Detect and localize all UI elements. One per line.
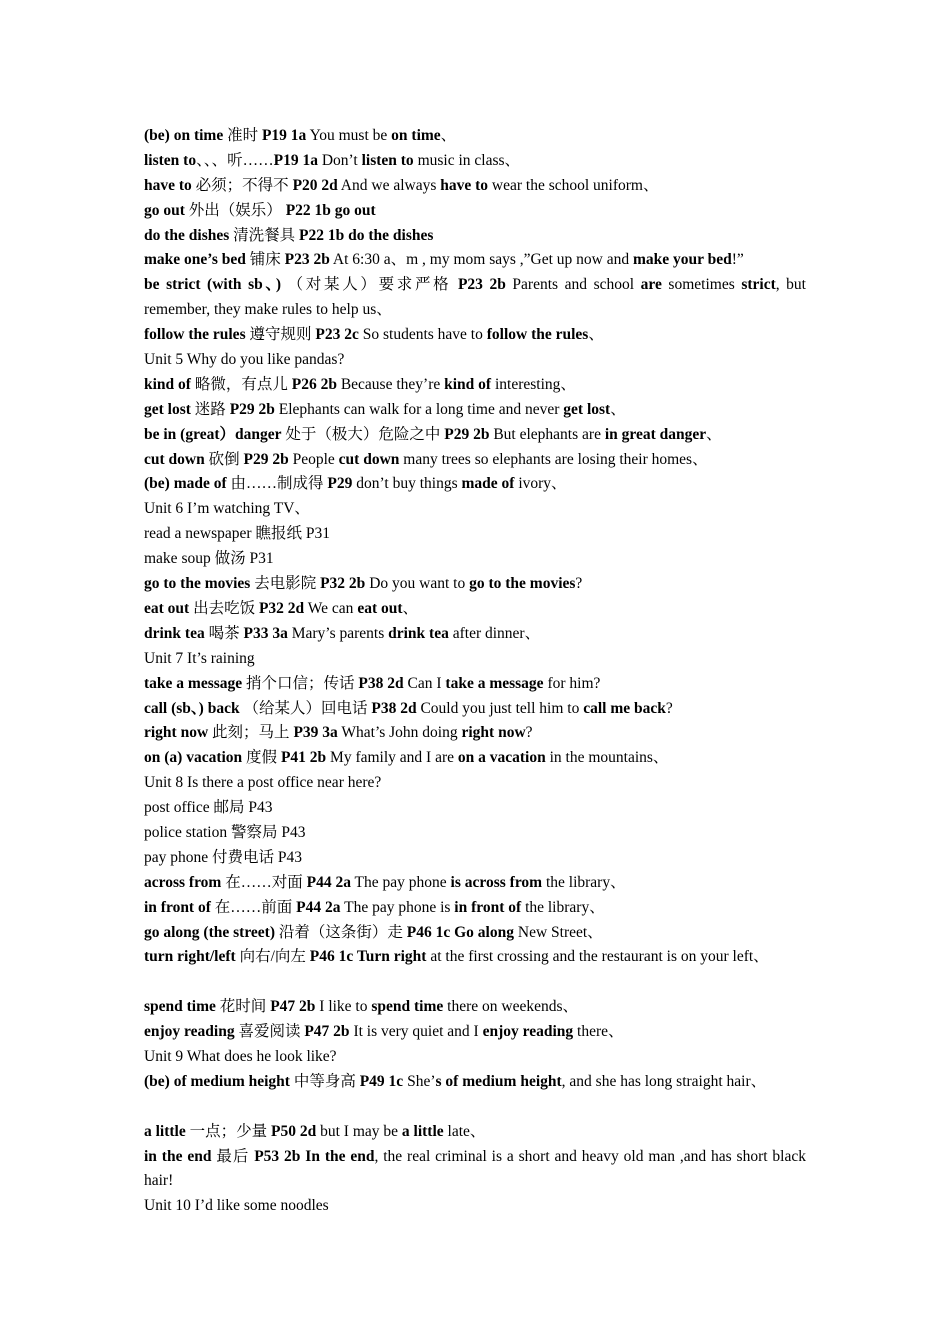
bold-text: spend time (144, 998, 216, 1016)
bold-text: P29 2b (444, 425, 490, 443)
phrase-entry (144, 1020, 806, 1045)
phrase-entry (144, 547, 806, 572)
bold-text: follow the rules (486, 326, 589, 344)
text-run: Mary’s parents (287, 624, 389, 642)
bold-text: enjoy reading (482, 1023, 574, 1041)
bold-text: P38 2d (371, 699, 417, 717)
text-run: 在……前面 (210, 898, 297, 916)
text-run: Unit 7 It’s raining (144, 649, 255, 667)
text-run: 捎个口信；传话 (242, 674, 359, 692)
text-run: Can I (403, 674, 446, 692)
bold-text: P53 2b In the end (254, 1147, 375, 1165)
bold-text: s of medium height (435, 1072, 562, 1090)
text-run: You must be (306, 127, 392, 144)
bold-text: P47 2b (270, 998, 316, 1016)
phrase-entry (144, 871, 806, 896)
text-run: The pay phone (350, 873, 451, 891)
text-run: 铺床 (245, 251, 285, 269)
text-run: ? (575, 575, 583, 593)
phrase-entry (144, 224, 806, 249)
text-run: Unit 8 Is there a post office near here? (144, 774, 382, 792)
bold-text: drink tea (388, 624, 449, 642)
text-run: 必须；不得不 (191, 176, 293, 194)
text-run: after dinner、 (448, 624, 541, 642)
text-run: Unit 9 What does he look like? (144, 1047, 337, 1065)
text-run: , but remember, they make rules to help us、 (144, 276, 806, 319)
text-run: !” (731, 251, 744, 269)
text-run: 向右/向左 (235, 948, 310, 966)
phrase-entry (144, 1120, 806, 1145)
phrase-entry (144, 995, 806, 1020)
text-run: , the real criminal is a short and heavy old man ,and has short black hair! (144, 1147, 806, 1190)
text-run: but I may be (316, 1122, 402, 1140)
text-run: Elephants can walk for a long time and never (274, 400, 564, 418)
text-run: there、 (573, 1023, 624, 1041)
text-run: there on weekends、 (443, 998, 579, 1016)
bold-text: kind of (144, 375, 191, 393)
bold-text: right now (461, 724, 526, 742)
bold-text: P23 2c (315, 326, 359, 344)
phrase-entry (144, 448, 806, 473)
text-run: 外出（娱乐） (184, 201, 286, 219)
text-run: 度假 (242, 749, 281, 767)
bold-text: is across from (450, 873, 543, 891)
unit-heading (144, 1045, 806, 1070)
phrase-entry (144, 323, 806, 348)
bold-text: P29 (327, 475, 353, 493)
phrase-entry (144, 423, 806, 448)
phrase-entry (144, 597, 806, 622)
bold-text: P19 1a (273, 151, 318, 169)
bold-text: be strict (with sb、) (144, 276, 282, 294)
phrase-entry (144, 124, 806, 149)
bold-text: strict (741, 276, 776, 294)
bold-text: on a vacation (457, 749, 546, 767)
bold-text: kind of (444, 375, 492, 393)
bold-text: cut down (144, 450, 205, 468)
text-run: 处于（极大）危险之中 (281, 425, 445, 443)
unit-heading (144, 348, 806, 373)
bold-text: in front of (144, 898, 211, 916)
bold-text: in great danger (604, 425, 707, 443)
phrase-entry (144, 921, 806, 946)
text-run: music in class、 (413, 151, 521, 169)
bold-text: drink tea (144, 624, 205, 642)
text-run: （给某人）回电话 (239, 699, 372, 717)
bold-text: turn right/left (144, 948, 236, 966)
phrase-entry (144, 896, 806, 921)
text-run: 喝茶 (204, 624, 244, 642)
bold-text: go to the movies (469, 575, 576, 593)
phrase-entry (144, 572, 806, 597)
text-run: 、 (588, 326, 604, 344)
bold-text: P44 2a (306, 873, 351, 891)
unit-heading (144, 497, 806, 522)
bold-text: enjoy reading (144, 1023, 235, 1041)
text-run: 砍倒 (204, 450, 244, 468)
bold-text: go to the movies (144, 575, 251, 593)
phrase-entry (144, 796, 806, 821)
bold-text: P20 2d (292, 176, 338, 194)
text-run: 、、、听…… (196, 151, 274, 169)
text-run: for him? (543, 674, 601, 692)
bold-text: get lost (563, 400, 611, 418)
text-run: 遵守规则 (245, 326, 316, 344)
text-run: make soup 做汤 P31 (144, 550, 274, 568)
text-run: And we always (337, 176, 441, 194)
bold-text: take a message (445, 674, 544, 692)
phrase-entry (144, 522, 806, 547)
bold-text: have to (440, 176, 489, 194)
text-run: 准时 (223, 127, 262, 144)
bold-text: make your bed (632, 251, 732, 269)
bold-text: make one’s bed (144, 251, 246, 269)
text-run: We can (304, 599, 358, 617)
text-run: 、 (402, 599, 419, 617)
text-run: 此刻；马上 (208, 724, 294, 742)
text-run: 出去吃饭 (189, 599, 259, 617)
bold-text: do the dishes (144, 226, 230, 244)
text-run: Do you want to (365, 575, 470, 593)
bold-text: P19 1a (261, 127, 307, 144)
text-run: 清洗餐具 (229, 226, 300, 244)
text-run: She’ (403, 1072, 436, 1090)
text-run: pay phone 付费电话 P43 (144, 848, 303, 866)
unit-heading (144, 647, 806, 672)
text-run: At 6:30 a、m , my mom says ,”Get up now and (329, 251, 633, 269)
phrase-entry (144, 472, 806, 497)
bold-text: in the end (144, 1147, 212, 1165)
bold-text: be in (great）danger (144, 425, 282, 443)
bold-text: P49 1c (359, 1072, 404, 1090)
text-run: I like to (315, 998, 372, 1016)
bold-text: (be) made of (144, 475, 227, 493)
bold-text: P46 1c Turn right (309, 948, 427, 966)
text-run: the library、 (521, 898, 605, 916)
bold-text: P47 2b (304, 1023, 350, 1041)
text-run: ? (525, 724, 533, 742)
text-run: , and she has long straight hair、 (561, 1072, 767, 1090)
bold-text: eat out (357, 599, 403, 617)
bold-text: eat out (144, 599, 190, 617)
unit-heading (144, 771, 806, 796)
phrase-entry (144, 1070, 806, 1120)
phrase-entry (144, 697, 806, 722)
text-run: 一点；少量 (185, 1122, 272, 1140)
text-run: What’s John doing (337, 724, 462, 742)
text-run: 中等身高 (289, 1072, 360, 1090)
text-run: 喜爱阅读 (234, 1023, 305, 1041)
bold-text: P44 2a (296, 898, 341, 916)
text-run: People (288, 450, 339, 468)
unit-heading (144, 1194, 806, 1219)
bold-text: P22 1b do the dishes (299, 226, 434, 244)
text-run: in the mountains、 (545, 749, 669, 767)
bold-text: P50 2d (271, 1122, 317, 1140)
text-run: 花时间 (215, 998, 271, 1016)
phrase-entry (144, 721, 806, 746)
bold-text: P39 3a (293, 724, 338, 742)
text-run: Don’t (317, 151, 362, 169)
phrase-entry (144, 622, 806, 647)
text-run: Parents and school (505, 276, 641, 294)
bold-text: listen to (361, 151, 414, 169)
text-run: ivory、 (514, 475, 567, 493)
text-run: 迷路 (190, 400, 230, 418)
document-page (144, 124, 806, 1219)
phrase-entry (144, 248, 806, 273)
bold-text: right now (144, 724, 209, 742)
text-run: So students have to (358, 326, 487, 344)
text-run: read a newspaper 瞧报纸 P31 (144, 525, 330, 543)
bold-text: have to (144, 176, 192, 194)
text-run: wear the school uniform、 (488, 176, 659, 194)
text-run: police station 警察局 P43 (144, 823, 306, 841)
bold-text: (be) of medium height (144, 1072, 290, 1090)
bold-text: call (sb、) back (144, 699, 240, 717)
bold-text: P46 1c Go along (406, 923, 514, 941)
bold-text: P22 1b go out (285, 201, 376, 219)
bold-text: go along (the street) (144, 923, 276, 941)
text-run: Unit 10 I’d like some noodles (144, 1197, 329, 1215)
bold-text: P23 2b (284, 251, 330, 269)
text-run: sometimes (661, 276, 742, 294)
text-run: Could you just tell him to (416, 699, 584, 717)
text-run: Unit 6 I’m watching TV、 (144, 500, 310, 518)
bold-text: P32 2d (258, 599, 305, 617)
bold-text: call me back (583, 699, 666, 717)
bold-text: P29 2b (243, 450, 289, 468)
text-run: Unit 5 Why do you like pandas? (144, 351, 345, 369)
bold-text: P29 2b (229, 400, 275, 418)
bold-text: P38 2d (358, 674, 404, 692)
bold-text: P32 2b (320, 575, 366, 593)
phrase-entry (144, 199, 806, 224)
text-run: the library、 (542, 873, 626, 891)
text-run: 、 (706, 425, 722, 443)
bold-text: a little (401, 1122, 444, 1140)
text-run: 去电影院 (250, 575, 321, 593)
phrase-entry (144, 846, 806, 871)
text-run: The pay phone is (340, 898, 455, 916)
phrase-entry (144, 821, 806, 846)
phrase-entry (144, 373, 806, 398)
bold-text: take a message (144, 674, 243, 692)
phrase-entry (144, 273, 806, 323)
text-run: 最后 (211, 1147, 255, 1165)
phrase-entry (144, 945, 806, 995)
phrase-entry (144, 746, 806, 771)
bold-text: are (640, 276, 662, 294)
text-run: late、 (443, 1122, 486, 1140)
text-run: Because they’re (336, 375, 445, 393)
bold-text: spend time (371, 998, 444, 1016)
bold-text: go out (144, 201, 185, 219)
bold-text: (be) on time (144, 127, 224, 144)
text-run: My family and I are (326, 749, 458, 767)
text-run: post office 邮局 P43 (144, 799, 273, 817)
text-run: It is very quiet and I (349, 1023, 483, 1041)
phrase-entry (144, 1145, 806, 1195)
bold-text: cut down (338, 450, 400, 468)
text-run: 由……制成得 (226, 475, 328, 493)
text-run: at the first crossing and the restaurant is on your left、 (426, 948, 769, 966)
phrase-entry (144, 398, 806, 423)
bold-text: P41 2b (280, 749, 327, 767)
text-run: （对某人）要求严格 (281, 276, 458, 294)
bold-text: listen to (144, 151, 197, 169)
phrase-entry (144, 672, 806, 697)
bold-text: made of (461, 475, 515, 493)
text-run: ? (665, 699, 673, 717)
text-run: interesting、 (491, 375, 576, 393)
text-run: 、 (610, 400, 626, 418)
bold-text: on time (391, 127, 441, 144)
text-run: 、 (440, 127, 457, 144)
bold-text: in front of (454, 898, 522, 916)
text-run: 沿着（这条街）走 (275, 923, 407, 941)
phrase-entry (144, 149, 806, 174)
bold-text: P26 2b (291, 375, 337, 393)
bold-text: across from (144, 873, 222, 891)
bold-text: P33 3a (243, 624, 288, 642)
text-run: 在……对面 (221, 873, 307, 891)
bold-text: follow the rules (144, 326, 246, 344)
bold-text: get lost (144, 400, 191, 418)
bold-text: P23 2b (457, 276, 506, 294)
text-run: New Street、 (514, 923, 603, 941)
text-run: But elephants are (489, 425, 605, 443)
text-run: many trees so elephants are losing their homes、 (399, 450, 708, 468)
text-run: don’t buy things (352, 475, 462, 493)
phrase-entry (144, 174, 806, 199)
bold-text: on (a) vacation (144, 749, 243, 767)
text-run: 略微，有点儿 (190, 375, 292, 393)
bold-text: a little (144, 1122, 186, 1140)
